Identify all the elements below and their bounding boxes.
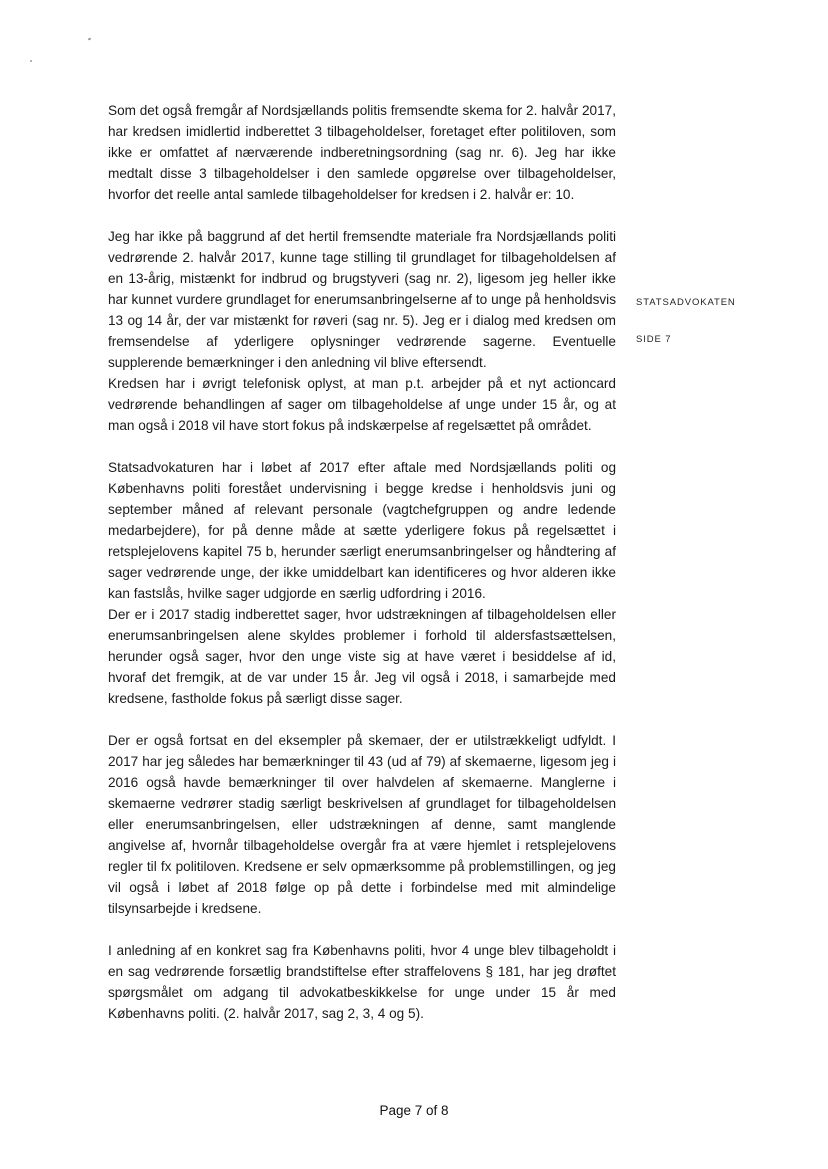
body-text xyxy=(108,100,616,1024)
paragraph-skemaer: Der er også fortsat en del eksempler på skemaer, der er utilstrækkeligt udfyldt. I 2017 har jeg således har bemærkninger til 43 (ud af 79) af skemaerne, ligesom jeg i 2016 også havde bemærkninger til over halvdelen af skemaerne. Manglerne i skemaerne vedrører stadig særligt beskrivelsen af grundlaget for tilbageholdelsen eller enerumsanbringelsen, eller udstrækningen af denne, samt manglende angivelse af, hvornår tilbageholdelse overgår fra at være hjemlet i retsplejelovens regler til fx politiloven. Kredsene er selv opmærksomme på problemstillingen, og jeg vil også i løbet af 2018 følge op på dette i forbindelse med mit almindelige tilsynsarbejde i kredsene. xyxy=(108,733,616,916)
paragraph-nordsjaelland-politiloven: Som det også fremgår af Nordsjællands politis fremsendte skema for 2. halvår 2017, har kredsen imidlertid indberettet 3 tilbageholdelser, foretaget efter politiloven, som ikke er omfattet af nærværende indberetningsordning (sag nr. 6). Jeg har ikke medtalt disse 3 tilbageholdelser i den samlede opgørelse over tilbageholdelser, hvorfor det reelle antal samlede tilbageholdelser for kredsen i 2. halvår er: 10. xyxy=(108,103,616,202)
paragraph-actioncard: Kredsen har i øvrigt telefonisk oplyst, at man p.t. arbejder på et nyt actioncard vedrørende behandlingen af sager om tilbageholdelse af unge under 15 år, og at man også i 2018 vil have stort fokus på indskærpelse af regelsættet på området. xyxy=(108,376,616,433)
paragraph-undervisning: Statsadvokaturen har i løbet af 2017 efter aftale med Nordsjællands politi og Københavns politi forestået undervisning i begge kredse i henholdsvis juni og september måned af relevant personale (vagtchefgruppen og andre ledende medarbejdere), for på denne måde at sætte yderligere fokus på regelsættet i retsplejelovens kapitel 75 b, herunder særligt enerumsanbringelser og håndtering af sager vedrørende unge, der ikke umiddelbart kan identificeres og hvor alderen ikke kan fastslås, hvilke sager udgjorde en særlig udfordring i 2016. xyxy=(108,460,616,601)
paragraph-advokatbeskikkelse: I anledning af en konkret sag fra Københavns politi, hvor 4 unge blev tilbageholdt i en sag vedrørende forsætlig brandstiftelse efter straffelovens § 181, har jeg drøftet spørgsmålet om adgang til advokatbeskikkelse for unge under 15 år med Københavns politi. (2. halvår 2017, sag 2, 3, 4 og 5). xyxy=(108,943,616,1021)
paragraph-aldersfastsaettelse: Der er i 2017 stadig indberettet sager, hvor udstrækningen af tilbageholdelsen eller enerumsanbringelsen alene skyldes problemer i forhold til aldersfastsættelsen, herunder også sager, hvor den unge viste sig at have været i besiddelse af id, hvoraf det fremgik, at de var under 15 år. Jeg vil også i 2018, i samarbejde med kredsene, fastholde fokus på særligt disse sager. xyxy=(108,607,616,706)
sidebar-agency-label: STATSADVOKATEN xyxy=(636,297,736,308)
scan-speck xyxy=(30,60,32,62)
scan-speck xyxy=(88,38,92,41)
sidebar-page-label: SIDE 7 xyxy=(636,334,672,345)
page-footer: Page 7 of 8 xyxy=(379,1103,449,1118)
paragraph-grundlag-stilling: Jeg har ikke på baggrund af det hertil fremsendte materiale fra Nordsjællands politi vedrørende 2. halvår 2017, kunne tage stilling til grundlaget for tilbageholdelsen af en 13-årig, mistænkt for indbrud og brugstyveri (sag nr. 2), ligesom jeg heller ikke har kunnet vurdere grundlaget for enerumsanbringelserne af to unge på henholdsvis 13 og 14 år, der var mistænkt for røveri (sag nr. 5). Jeg er i dialog med kredsen om fremsendelse af yderligere oplysninger vedrørende sagerne. Eventuelle supplerende bemærkninger i den anledning vil blive eftersendt. xyxy=(108,229,616,370)
